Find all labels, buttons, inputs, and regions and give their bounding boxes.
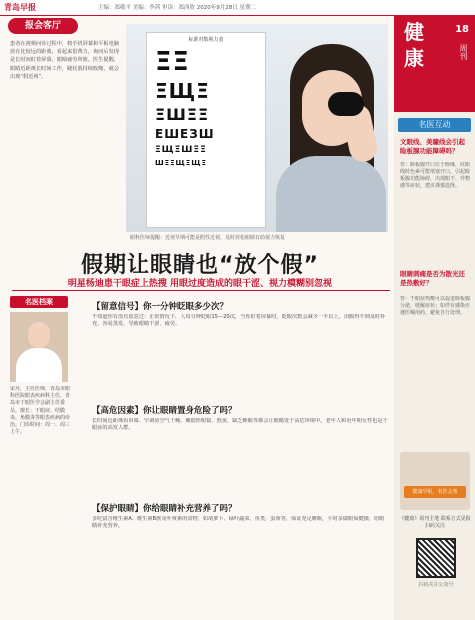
doctor-portrait — [10, 312, 68, 382]
sidebar-footer: 《健康》周刊主笔 联系方式见报 扫码关注 — [399, 516, 471, 529]
main-headline: 假期让眼睛也“放个假” — [81, 253, 319, 278]
faq-answer-1: 答：睑板腺开口位于睑缘，纹眼线时色素可能堵塞开口，引起睑板腺功能障碍，出现眼干、异物感等症状，建议谨慎选择。 — [400, 162, 470, 189]
qr-code-icon[interactable] — [416, 538, 456, 578]
intro-text: 患者在视频问诊过程中，将手机屏幕和平板电脑放在比较远的距离，看起来很费力，询问后发现是长时间盯着屏幕、眼睛疲劳所致。医生提醒，眼睛近距离长时间工作，睫状肌持续收缩，就会出现“假近视”。 — [10, 41, 119, 80]
section-title-2: 【高危因素】你让眼睛置身危险了吗？ — [92, 406, 237, 416]
page-number: 18 — [455, 24, 469, 35]
section-1-text: 不知道你有没有留意过：正常情况下，人每分钟眨眼15—20次，当你盯着屏幕时，眨眼次数会减少一半以上，泪膜得不到及时补充，容易蒸发，导致眼睛干涩、疲劳。 — [92, 314, 386, 328]
section-title-3: 【保护眼睛】你给眼睛补充营养了吗？ — [92, 504, 237, 514]
newspaper-logo: 青岛早报 — [4, 3, 36, 12]
eye-chart-row: ШΞΞЩΞЩΞ — [155, 159, 207, 167]
weekly-label: 周刊 — [459, 44, 468, 60]
masthead — [0, 0, 475, 16]
eye-chart-title: 标准对数视力表 — [188, 37, 224, 43]
faq-question-1: 文眼线、美瞳线会引起睑板腺功能障碍吗？ — [400, 138, 465, 155]
faq-answer-2: 答：干眼症热敷可以促进睑板腺分泌，缓解症状；如伴有感染应遵医嘱用药，避免自行处理。 — [400, 296, 470, 316]
eye-chart-row: ΞЩΞШΞΞ — [155, 145, 207, 155]
section-3-text: 多吃富含维生素A、维生素B族及叶黄素的食物，如胡萝卜、绿叶蔬菜、鱼类、蛋黄等，保证充足睡眠，平时多做眼保健操，给眼睛补充营养。 — [92, 516, 385, 530]
sidebar-photo — [400, 452, 470, 510]
section-title-1: 【留意信号】你一分钟眨眼多少次？ — [92, 302, 229, 312]
eye-chart-row: ΞШΞΞ — [155, 105, 210, 124]
badge-char-1: 健 — [404, 20, 424, 44]
doctor-bio: 宋丹，主任医师，青岛市眼科医院眼表疾病科主任，青岛市干眼医学会副主任委员。擅长：干眼症、结膜炎、角膜炎等眼表疾病的诊治。门诊时间：周一、周三上午。 — [10, 386, 70, 436]
sub-headline: 明星杨迪患干眼症上热搜 用眼过度造成的眼干涩、视力模糊别忽视 — [67, 279, 333, 289]
eye-chart-row: ЕШЕЗШ — [155, 127, 215, 141]
sidebar-banner: 健康早报，名医会客 — [404, 486, 466, 498]
doctor-profile-tag: 名医档案 — [10, 296, 68, 308]
column-title: 报会客厅 — [8, 18, 78, 34]
faq-question-2: 眼睛刺痛是否为散光还是热敷好？ — [400, 270, 465, 287]
eye-chart — [146, 32, 266, 228]
section-badge — [394, 16, 475, 112]
feature-photo — [126, 24, 388, 232]
photo-caption: 眼科医师提醒：近视早期可能是假性近视，及时放松眼睛有助视力恢复 — [130, 235, 286, 241]
badge-char-2: 康 — [404, 46, 424, 70]
faq-header: 名医互动 — [398, 118, 471, 132]
issue-meta: 主编：郑敬平 美编：李茜 审读：郑西欣 2020年9月28日 星期二 — [98, 5, 256, 11]
eye-chart-row: ΞЩΞ — [155, 79, 210, 103]
section-2-text: 长时间近距离看屏幕、空调房空气干燥、戴隐形眼镜、熬夜、缺乏睡眠等都会让眼睛处于高危环境中。老年人和更年期女性也是干眼症的高发人群。 — [92, 418, 388, 432]
person-covering-eye-illustration — [276, 44, 386, 232]
eye-occluder-icon — [328, 92, 364, 116]
qr-caption: 扫码关注公众号 — [418, 582, 454, 588]
eye-chart-row: ΞΞ — [155, 47, 190, 77]
divider — [12, 290, 390, 291]
